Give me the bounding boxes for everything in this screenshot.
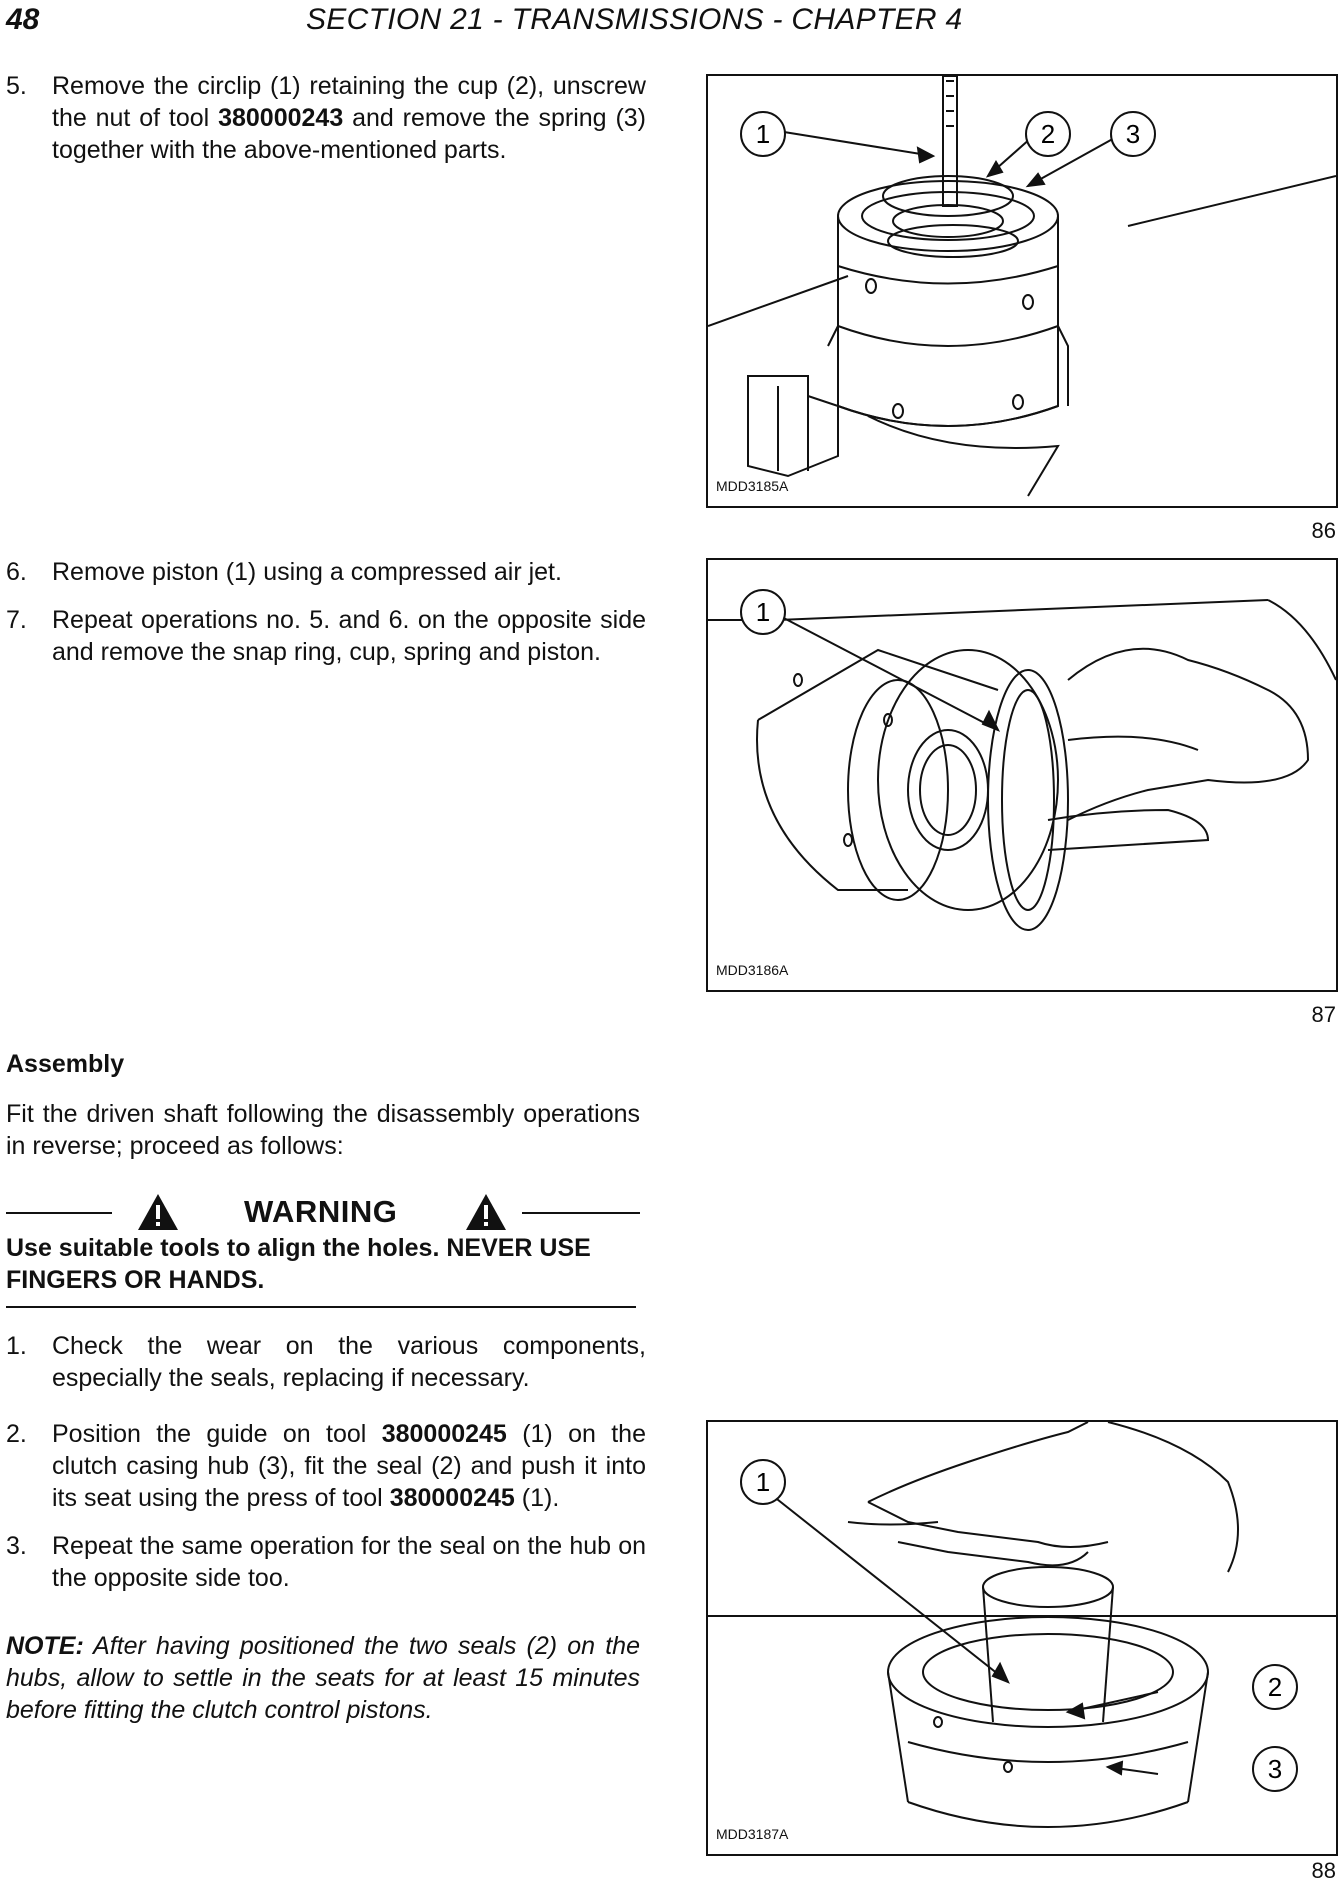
warning-triangle-icon xyxy=(464,1192,508,1232)
warning-label: WARNING xyxy=(244,1194,398,1229)
section-title: SECTION 21 - TRANSMISSIONS - CHAPTER 4 xyxy=(306,3,963,36)
callout-label: 3 xyxy=(1267,1754,1283,1784)
divider xyxy=(6,1212,112,1214)
step-number: 2. xyxy=(6,1420,27,1448)
seal-press-illustration xyxy=(708,1422,1336,1854)
figure-88 xyxy=(706,1420,1338,1856)
callout-label: 1 xyxy=(755,119,771,149)
step-2 xyxy=(6,1418,646,1518)
step-number: 5. xyxy=(6,72,27,100)
tool-code: 380000245 xyxy=(389,1484,515,1512)
note-label: NOTE: xyxy=(6,1632,84,1660)
figure-code: MDD3186A xyxy=(716,962,789,978)
step-text: Remove piston (1) using a compressed air jet. xyxy=(52,558,562,586)
step-text: Remove the circlip (1) retaining the cup (2), unscrew the nut of tool 380000243 and remove the spring (3) together with the above-mentioned parts. xyxy=(52,72,646,164)
step-text: Position the guide on tool 380000245 (1) on the clutch casing hub (3), fit the seal (2) and push it into its seat using the press of tool 380000245 (1). xyxy=(52,1420,646,1512)
callout-label: 2 xyxy=(1267,1672,1283,1702)
figure-code: MDD3185A xyxy=(716,478,789,494)
figure-87 xyxy=(706,558,1338,992)
warning-banner xyxy=(6,1190,640,1234)
step-number: 6. xyxy=(6,558,27,586)
piston-removal-illustration xyxy=(708,560,1336,990)
step-text: Check the wear on the various components, especially the seals, replacing if necessary. xyxy=(52,1332,646,1392)
callout-label: 2 xyxy=(1040,119,1056,149)
warning-text: Use suitable tools to align the holes. NEVER USE FINGERS OR HANDS. xyxy=(6,1234,591,1294)
note-text: After having positioned the two seals (2) on the hubs, allow to settle in the seats for at least 15 minutes before fitting the clutch control pistons. xyxy=(6,1632,640,1724)
figure-number: 87 xyxy=(1311,1002,1336,1027)
callout-label: 1 xyxy=(755,1467,771,1497)
step-number: 7. xyxy=(6,606,27,634)
figure-number: 88 xyxy=(1311,1858,1336,1883)
assembly-intro: Fit the driven shaft following the disassembly operations in reverse; proceed as follows: xyxy=(6,1100,640,1160)
assembly-heading: Assembly xyxy=(6,1050,125,1078)
step-1 xyxy=(6,1330,646,1400)
warning-triangle-icon xyxy=(136,1192,180,1232)
step-text: Repeat operations no. 5. and 6. on the opposite side and remove the snap ring, cup, spring and piston. xyxy=(52,606,646,666)
page-header xyxy=(0,0,1344,40)
callout-label: 1 xyxy=(755,597,771,627)
tool-code: 380000245 xyxy=(381,1420,507,1448)
step-number: 3. xyxy=(6,1532,27,1560)
step-7 xyxy=(6,604,646,704)
clutch-spring-illustration xyxy=(708,76,1336,506)
step-6 xyxy=(6,556,640,590)
divider xyxy=(522,1212,640,1214)
callout-label: 3 xyxy=(1125,119,1141,149)
figure-86 xyxy=(706,74,1338,508)
page-number: 48 xyxy=(6,3,40,36)
tool-code: 380000243 xyxy=(218,104,344,132)
figure-number: 86 xyxy=(1311,518,1336,543)
step-5 xyxy=(6,70,646,200)
note xyxy=(6,1630,640,1726)
divider xyxy=(6,1306,636,1308)
figure-code: MDD3187A xyxy=(716,1826,789,1842)
step-number: 1. xyxy=(6,1332,27,1360)
step-3 xyxy=(6,1530,646,1600)
step-text: Repeat the same operation for the seal on the hub on the opposite side too. xyxy=(52,1532,646,1592)
